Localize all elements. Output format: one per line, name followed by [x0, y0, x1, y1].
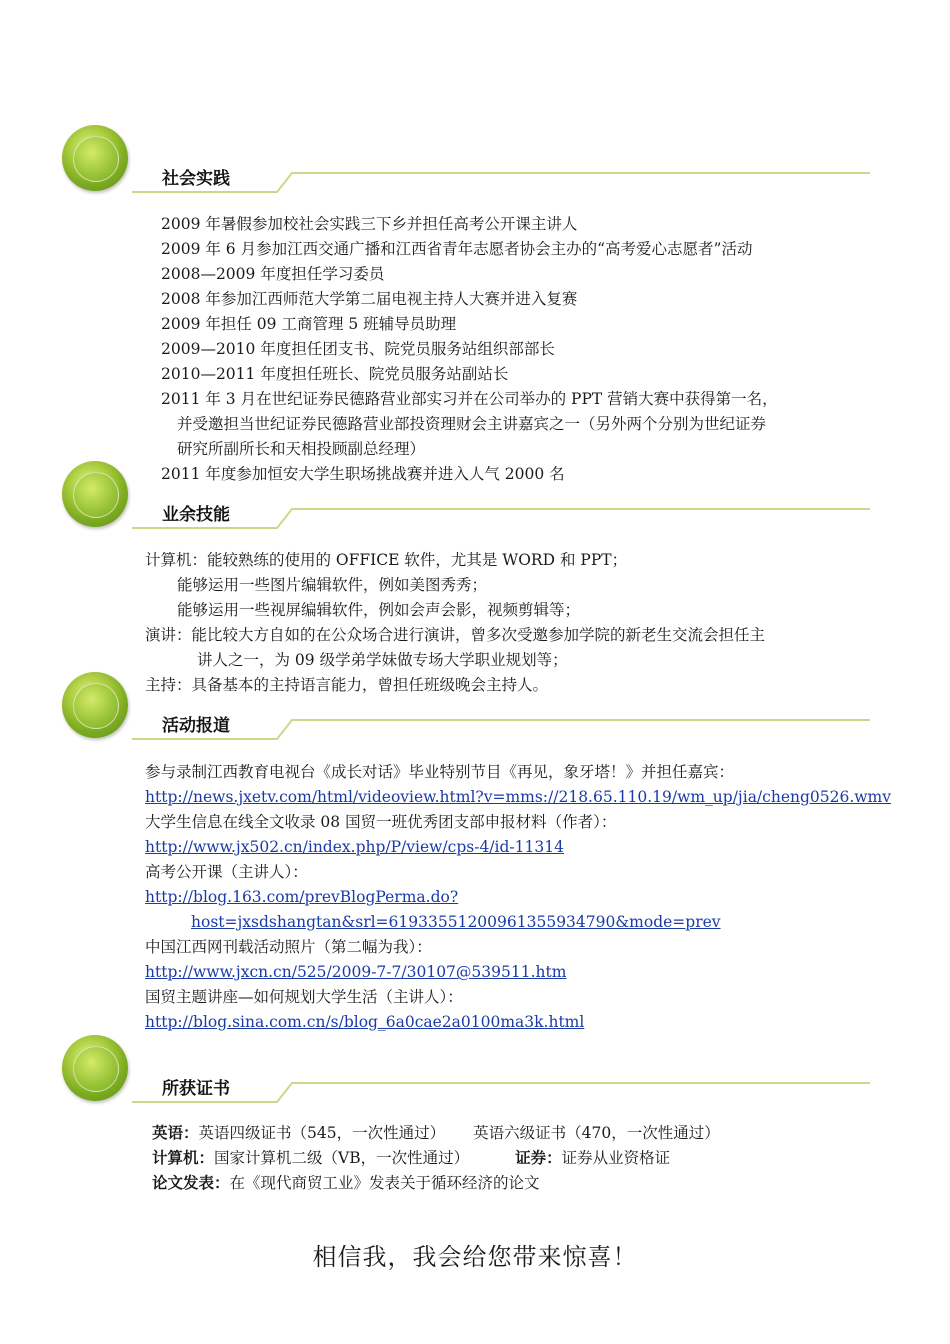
- list-item: 2009 年暑假参加校社会实践三下乡并担任高考公开课主讲人: [161, 215, 578, 233]
- list-item: 2011 年度参加恒安大学生职场挑战赛并进入人气 2000 名: [161, 465, 565, 483]
- report-link[interactable]: http://blog.sina.com.cn/s/blog_6a0cae2a0100ma3k.html: [145, 1013, 585, 1031]
- section-header-practice: [62, 125, 870, 195]
- list-item: 2010—2011 年度担任班长、院党员服务站副站长: [161, 365, 509, 383]
- report-link[interactable]: http://www.jxcn.cn/525/2009-7-7/30107@539511.htm: [145, 963, 567, 981]
- list-item: 主持：具备基本的主持语言能力，曾担任班级晚会主持人。: [145, 676, 549, 694]
- cert-label: 论文发表：: [152, 1173, 230, 1192]
- cert-label: 计算机：: [152, 1148, 215, 1167]
- cert-label: 证券：: [515, 1148, 562, 1167]
- report-description: 高考公开课（主讲人）：: [145, 863, 308, 881]
- section-header-skills: [62, 461, 870, 531]
- cert-row-computer: [152, 1148, 670, 1168]
- cert-label: 英语：: [152, 1123, 199, 1142]
- closing-slogan: 相信我，我会给您带来惊喜！: [312, 1243, 638, 1271]
- report-link[interactable]: http://blog.163.com/prevBlogPerma.do?: [145, 888, 459, 906]
- list-item: 2011 年 3 月在世纪证券民德路营业部实习并在公司举办的 PPT 营销大赛中获得第一名，: [161, 390, 778, 408]
- report-description: 大学生信息在线全文收录 08 国贸一班优秀团支部申报材料（作者）：: [145, 813, 617, 831]
- cert-value: 在《现代商贸工业》发表关于循环经济的论文: [229, 1174, 540, 1192]
- report-description: 中国江西网刊载活动照片（第二幅为我）：: [145, 938, 432, 956]
- list-item-continuation: 能够运用一些图片编辑软件，例如美图秀秀；: [177, 576, 488, 594]
- section-header-reports: [62, 672, 870, 742]
- cert-row-paper: [152, 1173, 540, 1193]
- section-title-skills: 业余技能: [162, 505, 230, 525]
- list-item-continuation: 讲人之一，为 09 级学弟学妹做专场大学职业规划等；: [197, 651, 568, 669]
- report-link-continuation[interactable]: host=jxsdshangtan&srl=6193355120096135593479​0&mode=prev: [191, 913, 721, 931]
- list-item-continuation: 研究所副所长和天相投顾副总经理）: [177, 440, 426, 458]
- list-item: 2009—2010 年度担任团支书、院党员服务站组织部部长: [161, 340, 555, 358]
- list-item: 2008—2009 年度担任学习委员: [161, 265, 385, 283]
- list-item: 2008 年参加江西师范大学第二届电视主持人大赛并进入复赛: [161, 290, 578, 308]
- list-item-continuation: 并受邀担当世纪证券民德路营业部投资理财会主讲嘉宾之一（另外两个分别为世纪证券: [177, 415, 767, 433]
- section-title-reports: 活动报道: [162, 716, 230, 736]
- list-item: 计算机：能较熟练的使用的 OFFICE 软件，尤其是 WORD 和 PPT；: [145, 551, 628, 569]
- section-title-certs: 所获证书: [162, 1079, 230, 1099]
- section-header-certs: [62, 1035, 870, 1105]
- cert-row-english: [152, 1123, 720, 1143]
- list-item: 演讲：能比较大方自如的在公众场合进行演讲，曾多次受邀参加学院的新老生交流会担任主: [145, 626, 766, 644]
- list-item: 2009 年 6 月参加江西交通广播和江西省青年志愿者协会主办的“高考爱心志愿者”活动: [161, 240, 753, 258]
- report-link[interactable]: http://news.jxetv.com/html/videoview.html?v=mms://218.65.110.19/wm_up/jia/cheng0526.wmv: [145, 788, 891, 806]
- report-link[interactable]: http://www.jx502.cn/index.php/P/view/cps-4/id-11314: [145, 838, 564, 856]
- report-description: 国贸主题讲座—如何规划大学生活（主讲人）：: [145, 988, 463, 1006]
- cert-value: 证券从业资格证: [561, 1149, 671, 1167]
- list-item: 2009 年担任 09 工商管理 5 班辅导员助理: [161, 315, 457, 333]
- cert-value: 英语六级证书（470，一次性通过）: [473, 1124, 720, 1142]
- cert-value: 英语四级证书（545，一次性通过）: [198, 1124, 446, 1142]
- report-description: 参与录制江西教育电视台《成长对话》毕业特别节目《再见，象牙塔！》并担任嘉宾：: [145, 763, 735, 781]
- cert-value: 国家计算机二级（VB，一次性通过）: [214, 1149, 470, 1167]
- list-item-continuation: 能够运用一些视屏编辑软件，例如会声会影，视频剪辑等；: [177, 601, 581, 619]
- section-title-practice: 社会实践: [162, 169, 230, 189]
